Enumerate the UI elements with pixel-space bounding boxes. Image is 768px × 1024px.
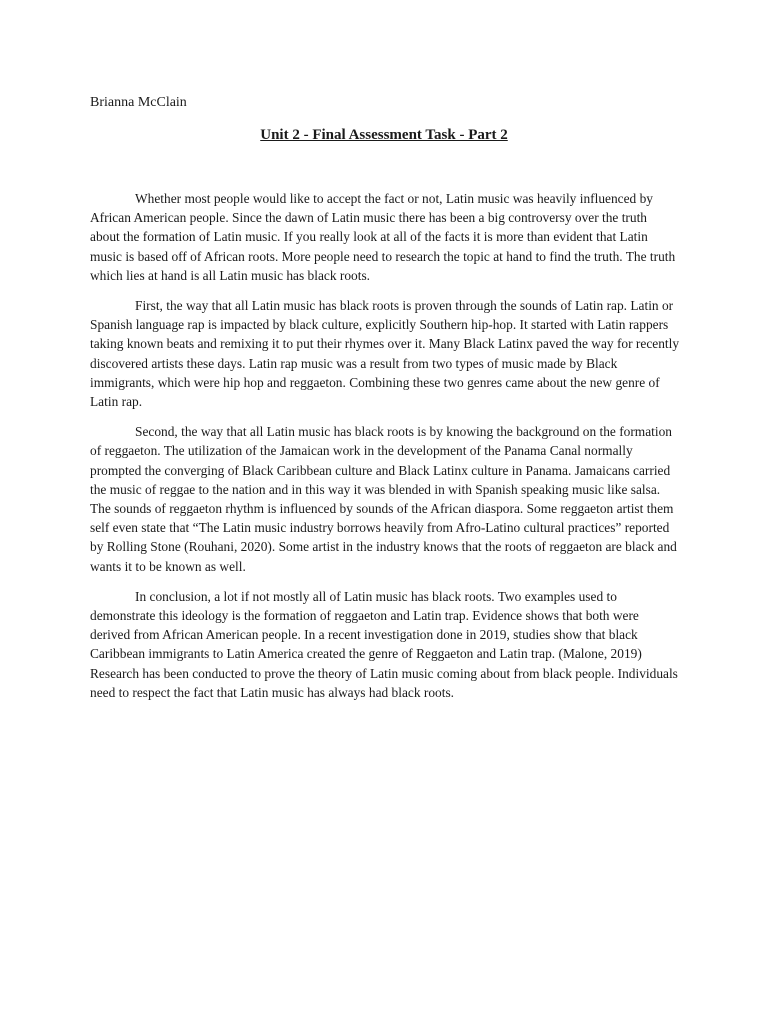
author-name: Brianna McClain — [90, 95, 187, 110]
paragraph-introduction: Whether most people would like to accept the fact or not, Latin music was heavily influenced by African American people. Since the dawn of Latin music there has been a big controversy over the truth about the formation of Latin music. If you really look at all of the facts it is more than evident that Latin music is based off of African roots. More people need to research the topic at hand to find the truth. The truth which lies at hand is all Latin music has black roots. — [90, 191, 676, 283]
paragraph-reggaeton: Second, the way that all Latin music has black roots is by knowing the background on the formation of reggaeton. The utilization of the Jamaican work in the development of the Panama Canal normally prompted the converging of Black Caribbean culture and Black Latinx culture in Panama. Jamaicans carried the music of reggae to the nation and in this way it was blended in with Spanish speaking music like salsa. The sounds of reggaeton rhythm is influenced by sounds of the African diaspora. Some reggaeton artist them self even state that “The Latin music industry borrows heavily from Afro-Latino cultural practices” reported by Rolling Stone (Rouhani, 2020). Some artist in the industry knows that the roots of reggaeton are black and wants it to be known as well. — [90, 424, 677, 574]
paragraph-latin-rap: First, the way that all Latin music has black roots is proven through the sounds of Latin rap. Latin or Spanish language rap is impacted by black culture, explicitly Southern hip-hop. It started with Latin rappers taking known beats and remixing it to put their rhymes over it. Many Black Latinx paved the way for recently discovered artists these days. Latin rap music was a result from two types of music made by Black immigrants, which were hip hop and reggaeton. Combining these two genres came about the new genre of Latin rap. — [90, 298, 680, 410]
document-title: Unit 2 - Final Assessment Task - Part 2 — [260, 127, 508, 143]
paragraph-conclusion: In conclusion, a lot if not mostly all of Latin music has black roots. Two examples used to demonstrate this ideology is the formation of reggaeton and Latin trap. Evidence shows that both were derived from African American people. In a recent investigation done in 2019, studies show that black Caribbean immigrants to Latin America created the genre of Reggaeton and Latin trap. (Malone, 2019) Research has been conducted to prove the theory of Latin music coming about from black people. Individuals need to respect the fact that Latin music has always had black roots. — [90, 588, 678, 700]
essay-body — [90, 189, 680, 713]
